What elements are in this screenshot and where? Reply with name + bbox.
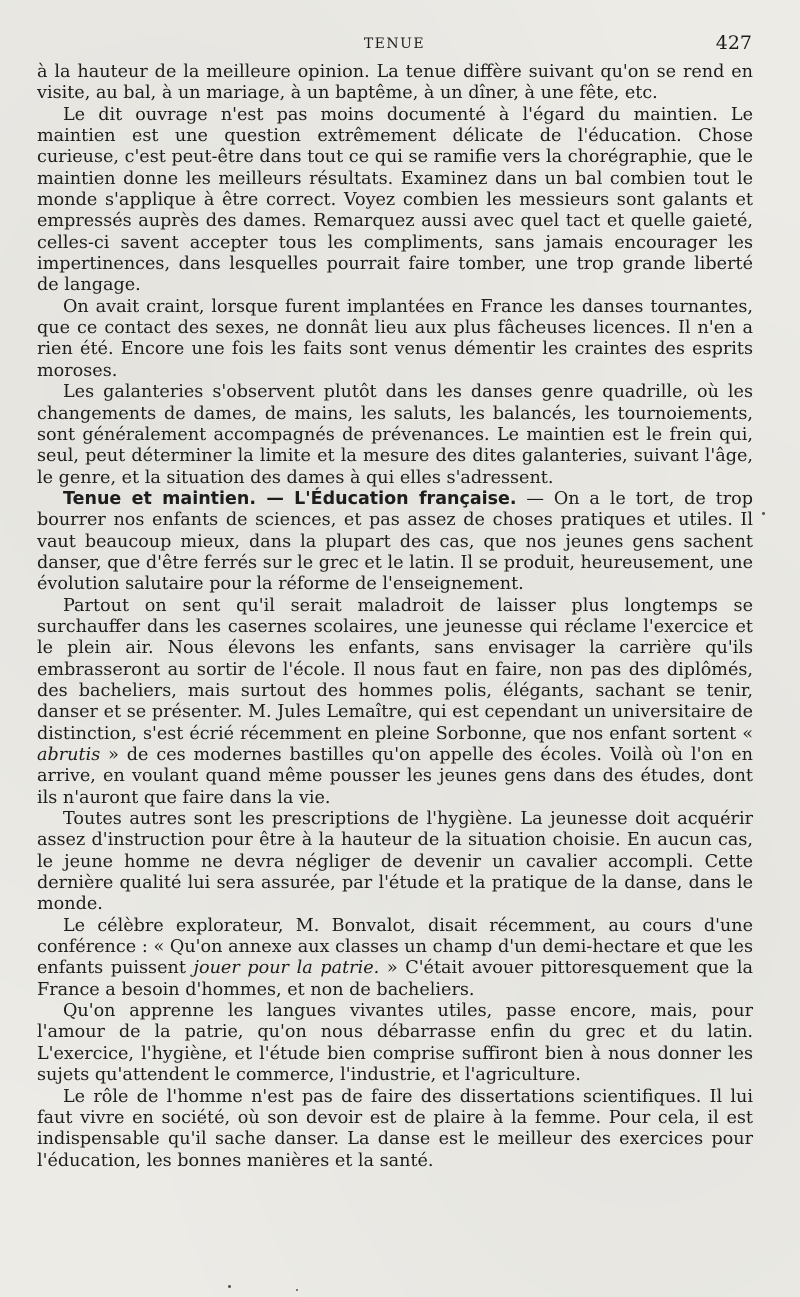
- paragraph-langues-vivantes: [37, 1001, 753, 1086]
- paragraph-text: à la hauteur de la meilleure opinion. La tenue diffère suivant qu'on se rend en visite, au bal, à un mariage, à un baptême, à un dîner, à une fête, etc.: [37, 62, 753, 104]
- paragraph-bonvalot: [37, 916, 753, 1001]
- running-title: TENUE: [363, 36, 426, 52]
- paragraph-text: Le rôle de l'homme n'est pas de faire des dissertations scientifiques. Il lui faut vivre en société, où son devoir est de plaire à la femme. Pour cela, il est indispensable qu'il sache danser. La danse est le meilleur des exercices pour l'éducation, les bonnes manières et la santé.: [37, 1086, 753, 1171]
- paragraph-text: Partout on sent qu'il serait maladroit de laisser plus longtemps se surchauffer dans les casernes scolaires, une jeunesse qui réclame l'exercice et le plein air. Nous élevons les enfants, sans envisager la carrière qu'ils embrasseront au sortir de l'école. Il nous faut en faire, non pas des diplômés, des bacheliers, mais surtout des hommes polis, élégants, sachant se tenir, danser et se présenter. M. Jules Lemaître, qui est cependant un universitaire de distinction, s'est écrié récemment en pleine Sorbonne, que nos enfant sortent «: [37, 595, 753, 744]
- italic-quote: abrutis: [37, 745, 101, 765]
- paragraph-text: Le dit ouvrage n'est pas moins documenté à l'égard du maintien. Le maintien est une question extrêmement délicate de l'éducation. Chose curieuse, c'est peut-être dans tout ce qui se ramifie vers la chorégraphie, que le maintien donne les meilleurs résultats. Examinez dans un bal combien tout le monde s'applique à être correct. Voyez combien les messieurs sont galants et empressés auprès des dames. Remarquez aussi avec quel tact et quelle gaieté, celles-ci savent accepter tous les compliments, sans jamais encourager les impertinences, dans lesquelles pourrait faire tomber, une trop grande liberté de langage.: [37, 104, 753, 296]
- ink-speck: [762, 512, 765, 515]
- paragraph-text: Le célèbre explorateur, M. Bonvalot, disait récemment, au cours d'une conférence : « Qu'on annexe aux classes un champ d'un demi-hectare et que les enfants puissent: [37, 915, 753, 979]
- paragraph-text: On avait craint, lorsque furent implantées en France les danses tournantes, que ce contact des sexes, ne donnât lieu aux plus fâcheuses licences. Il n'en a rien été. Encore une fois les faits sont venus démentir les craintes des esprits moroses.: [37, 296, 753, 381]
- paragraph-maintien: [37, 105, 753, 297]
- page-number: 427: [715, 32, 752, 54]
- paragraph-continuation: [37, 62, 753, 105]
- paragraph-education-francaise: [37, 489, 753, 596]
- ink-speck: [296, 1289, 298, 1291]
- paragraph-text: Toutes autres sont les prescriptions de l'hygiène. La jeunesse doit acquérir assez d'instruction pour être à la hauteur de la situation choisie. En aucun cas, le jeune homme ne devra négliger de devenir un cavalier accompli. Cette dernière qualité lui sera assurée, par l'étude et la pratique de la danse, dans le monde.: [37, 809, 753, 915]
- body-text: [37, 62, 753, 1172]
- italic-quote: jouer pour la patrie.: [193, 958, 380, 979]
- paragraph-text: Qu'on apprenne les langues vivantes utiles, passe encore, mais, pour l'amour de la patrie, qu'on nous débarrasse enfin du grec et du latin. L'exercice, l'hygiène, et l'étude bien comprise suffiront bien à nous donner les sujets qu'attendent le commerce, l'industrie, et l'agriculture.: [37, 1001, 753, 1086]
- paragraph-text: — On a le tort, de trop bourrer nos enfants de sciences, et pas assez de choses pratiques et utiles. Il vaut beaucoup mieux, dans la plupart des cas, que nos jeunes gens sachent danser, que d'être ferrés sur le grec et le latin. Il se produit, heureusement, une évolution salutaire pour la réforme de l'enseignement.: [37, 488, 753, 595]
- running-head: [37, 32, 752, 56]
- paragraph-text: Les galanteries s'observent plutôt dans les danses genre quadrille, où les changements de dames, de mains, les saluts, les balancés, les tournoiements, sont généralement accompagnés de prévenances. Le maintien est le frein qui, seul, peut déterminer la limite et la mesure des dites galanteries, suivant l'âge, le genre, et la situation des dames à qui elles s'adressent.: [37, 382, 753, 488]
- paragraph-hygiene: [37, 809, 753, 916]
- paragraph-role-de-l-homme: [37, 1087, 753, 1172]
- paragraph-text: » de ces modernes bastilles qu'on appelle des écoles. Voilà où l'on en arrive, en voulant quand même pousser les jeunes gens dans des études, dont ils n'auront que faire dans la vie.: [37, 745, 753, 808]
- paragraph-danses-tournantes: [37, 297, 753, 382]
- paragraph-casernes-scolaires: [37, 596, 753, 809]
- ink-speck: [228, 1285, 231, 1288]
- paragraph-text: » C'était avouer pittoresquement que la France a besoin d'hommes, et non de bacheliers.: [37, 958, 753, 1000]
- section-heading: Tenue et maintien. — L'Éducation française.: [63, 488, 517, 509]
- paragraph-galanteries: [37, 382, 753, 489]
